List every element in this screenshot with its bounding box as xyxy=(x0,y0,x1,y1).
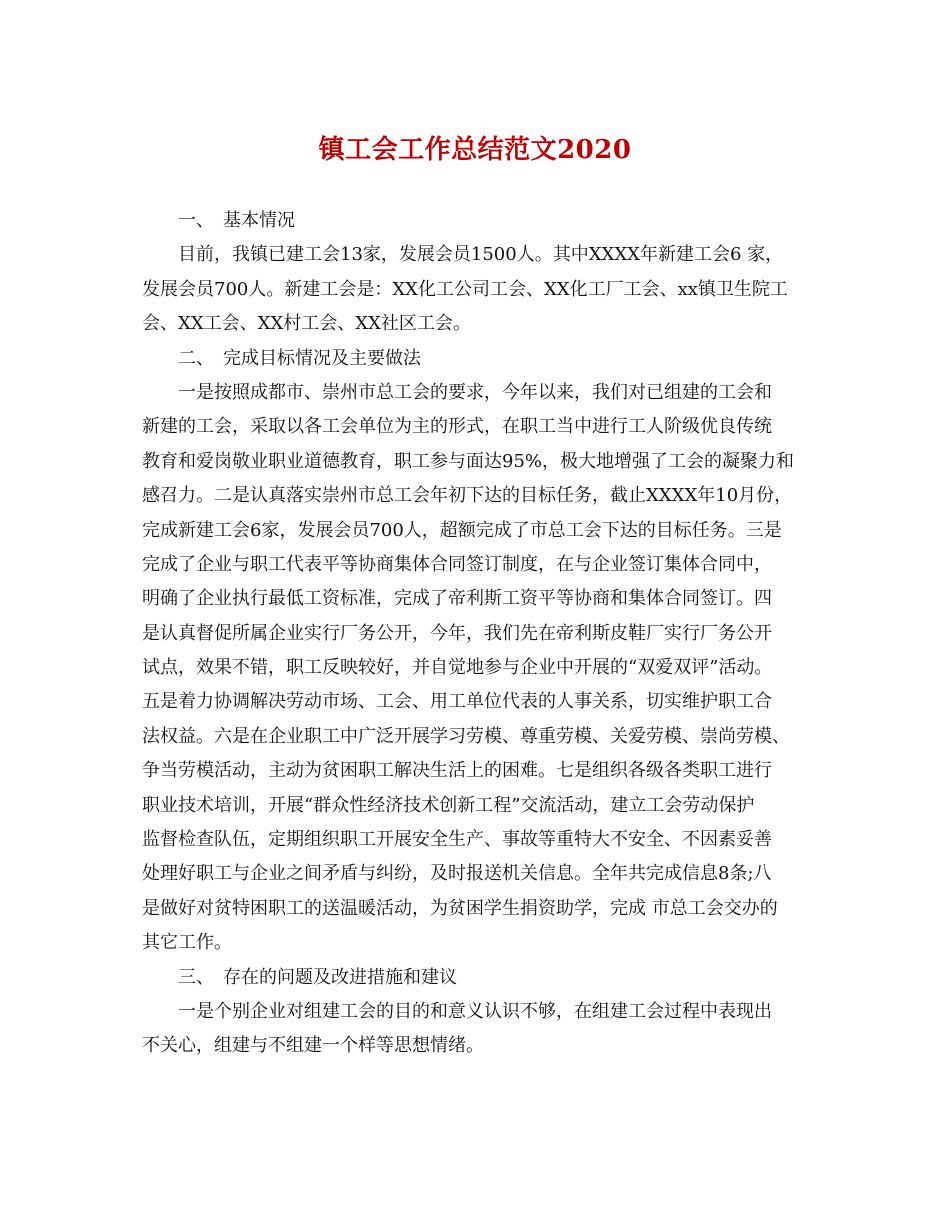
paragraph-line: 发展会员700人。新建工会是：XX化工公司工会、XX化工厂工会、xx镇卫生院工 xyxy=(142,278,788,300)
paragraph-line: 是做好对贫特困职工的送温暖活动，为贫困学生捐资助学，完成 市总工会交办的 xyxy=(142,897,778,919)
paragraph-line: 监督检查队伍，定期组织职工开展安全生产、事故等重特大不安全、不因素妥善 xyxy=(142,829,772,851)
paragraph-line: 法权益。六是在企业职工中广泛开展学习劳模、尊重劳模、关爱劳模、崇尚劳模、 xyxy=(142,725,790,747)
paragraph-line: 会、XX工会、XX村工会、XX社区工会。 xyxy=(142,313,471,335)
paragraph-line: 明确了企业执行最低工资标准，完成了帝利斯工资平等协商和集体合同签订。四 xyxy=(142,588,772,610)
paragraph-line: 完成了企业与职工代表平等协商集体合同签订制度，在与企业签订集体合同中， xyxy=(142,553,772,575)
paragraph-line: 是认真督促所属企业实行厂务公开，今年，我们先在帝利斯皮鞋厂实行厂务公开 xyxy=(142,622,772,644)
paragraph-line: 处理好职工与企业之间矛盾与纠纷，及时报送机关信息。全年共完成信息8条;八 xyxy=(142,863,772,885)
paragraph-line: 感召力。二是认真落实崇州市总工会年初下达的目标任务，截止XXXX年10月份， xyxy=(142,485,793,507)
paragraph-line: 争当劳模活动，主动为贫困职工解决生活上的困难。七是组织各级各类职工进行 xyxy=(142,760,772,782)
paragraph-line: 教育和爱岗敬业职业道德教育，职工参与面达95%，极大地增强了工会的凝聚力和 xyxy=(142,450,795,472)
paragraph-line: 目前，我镇已建工会13家，发展会员1500人。其中XXXX年新建工会6 家， xyxy=(178,244,784,266)
section-heading-1: 一、 基本情况 xyxy=(178,210,295,231)
paragraph-line: 完成新建工会6家，发展会员700人，超额完成了市总工会下达的目标任务。三是 xyxy=(142,519,782,541)
paragraph-line: 试点，效果不错，职工反映较好，并自觉地参与企业中开展的“双爱双评”活动。 xyxy=(142,657,773,679)
paragraph-line: 职业技术培训，开展“群众性经济技术创新工程”交流活动，建立工会劳动保护 xyxy=(142,794,755,816)
paragraph-line: 其它工作。 xyxy=(142,932,232,954)
paragraph-line: 五是着力协调解决劳动市场、工会、用工单位代表的人事关系，切实维护职工合 xyxy=(142,691,772,713)
paragraph-line: 新建的工会，采取以各工会单位为主的形式，在职工当中进行工人阶级优良传统 xyxy=(142,416,772,438)
paragraph-line: 一是个别企业对组建工会的目的和意义认识不够，在组建工会过程中表现出 xyxy=(178,1000,772,1022)
paragraph-line: 不关心，组建与不组建一个样等思想情绪。 xyxy=(142,1035,484,1057)
paragraph-line: 一是按照成都市、崇州市总工会的要求，今年以来，我们对已组建的工会和 xyxy=(178,381,772,403)
section-heading-3: 三、 存在的问题及改进措施和建议 xyxy=(178,966,457,988)
section-heading-2: 二、 完成目标情况及主要做法 xyxy=(178,347,421,369)
document-title: 镇工会工作总结范文2020 xyxy=(318,135,632,165)
document-body xyxy=(142,204,812,1064)
